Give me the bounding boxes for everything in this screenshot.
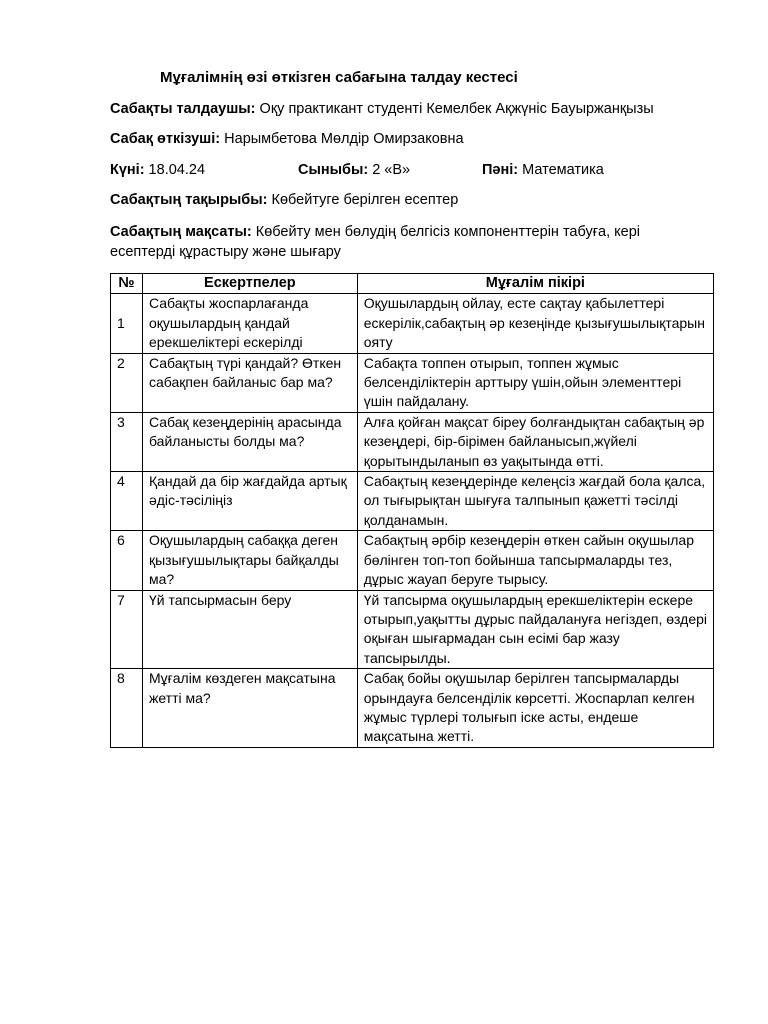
- row-comment: Үй тапсырма оқушылардың ерекшеліктерін ескере отырып,уақытты дұрыс пайдалануға негіздеп, өздері оқыған шығармадан сын есімі бар жазу тапсырылды.: [357, 590, 713, 669]
- table-row: [111, 353, 714, 412]
- row-comment: Оқушылардың ойлау, есте сақтау қабылеттері ескерілік,сабақтың әр кезеңінде қызығушылықтарын ояту: [357, 294, 713, 353]
- comment-header: Мұғалім пікірі: [357, 274, 713, 294]
- subject-label: Пәні:: [482, 162, 519, 178]
- table-row: [111, 472, 714, 531]
- table-row: [111, 412, 714, 471]
- number-header: №: [111, 274, 143, 294]
- teacher-label: Сабақ өткізуші:: [110, 131, 221, 147]
- subject-value: Математика: [518, 162, 604, 178]
- row-comment: Сабақта топпен отырып, топпен жұмыс белсенділіктерін арттыру үшін,ойын элементтері үшін пайдалану.: [357, 353, 713, 412]
- row-number: 3: [111, 412, 143, 471]
- topic-line: [110, 192, 458, 208]
- date-value: 18.04.24: [144, 162, 206, 178]
- topic-value: Көбейтуге берілген есептер: [267, 192, 459, 208]
- table-row: [111, 590, 714, 669]
- row-number: 6: [111, 531, 143, 590]
- teacher-value: Нарымбетова Мөлдір Омирзаковна: [220, 131, 464, 147]
- table-header-row: [111, 274, 714, 294]
- subject-field: [482, 162, 604, 178]
- analysis-table: [110, 273, 714, 748]
- analyst-line: [110, 101, 654, 117]
- row-note: Мұғалім көздеген мақсатына жетті ма?: [142, 669, 357, 748]
- date-label: Күні:: [110, 162, 145, 178]
- row-number: 8: [111, 669, 143, 748]
- analyst-value: Оқу практикант студенті Кемелбек Ақжүніс Бауыржанқызы: [255, 101, 654, 117]
- goal-label: Сабақтың мақсаты:: [110, 224, 252, 240]
- class-label: Сыныбы:: [298, 162, 369, 178]
- table-row: [111, 531, 714, 590]
- row-note: Сабақ кезеңдерінің арасында байланысты болды ма?: [142, 412, 357, 471]
- row-number: 2: [111, 353, 143, 412]
- row-note: Сабақты жоспарлағанда оқушылардың қандай ерекшеліктері ескерілді: [142, 294, 357, 353]
- table-row: [111, 669, 714, 748]
- row-note: Қандай да бір жағдайда артық әдіс-тәсіліңіз: [142, 472, 357, 531]
- row-comment: Алға қойған мақсат біреу болғандықтан сабақтың әр кезеңдері, бір-бірімен байланысып,жүйелі қорытындыланып өз уақытында өтті.: [357, 412, 713, 471]
- goal-line: [110, 222, 700, 262]
- analyst-label: Сабақты талдаушы:: [110, 101, 256, 117]
- document-title: Мұғалімнің өзі өткізген сабағына талдау кестесі: [160, 69, 518, 86]
- goal-value: Көбейту мен бөлудің белгісіз компоненттерін табуға, кері есептерді құрастыру және шығару: [110, 224, 640, 260]
- class-field: [298, 162, 410, 178]
- row-comment: Сабақ бойы оқушылар берілген тапсырмаларды орындауға белсенділік көрсетті. Жоспарлап келген жұмыс түрлері толығып іске асты, ендеше мақсатына жетті.: [357, 669, 713, 748]
- row-comment: Сабақтың әрбір кезеңдерін өткен сайын оқушылар бөлінген топ-топ бойынша тапсырмаларды тез, дұрыс жауап беруге тырысу.: [357, 531, 713, 590]
- notes-header: Ескертпелер: [142, 274, 357, 294]
- table-row: [111, 294, 714, 353]
- teacher-line: [110, 131, 464, 147]
- date-field: [110, 162, 205, 178]
- row-comment: Сабақтың кезеңдерінде келеңсіз жағдай бола қалса, ол тығырықтан шығуға талпынып қажетті тәсілді қолданамын.: [357, 472, 713, 531]
- class-value: 2 «В»: [368, 162, 411, 178]
- row-number: 7: [111, 590, 143, 669]
- row-note: Сабақтың түрі қандай? Өткен сабақпен байланыс бар ма?: [142, 353, 357, 412]
- topic-label: Сабақтың тақырыбы:: [110, 192, 268, 208]
- row-number: 1: [111, 294, 143, 353]
- row-note: Оқушылардың сабаққа деген қызығушылықтары байқалды ма?: [142, 531, 357, 590]
- row-number: 4: [111, 472, 143, 531]
- row-note: Үй тапсырмасын беру: [142, 590, 357, 669]
